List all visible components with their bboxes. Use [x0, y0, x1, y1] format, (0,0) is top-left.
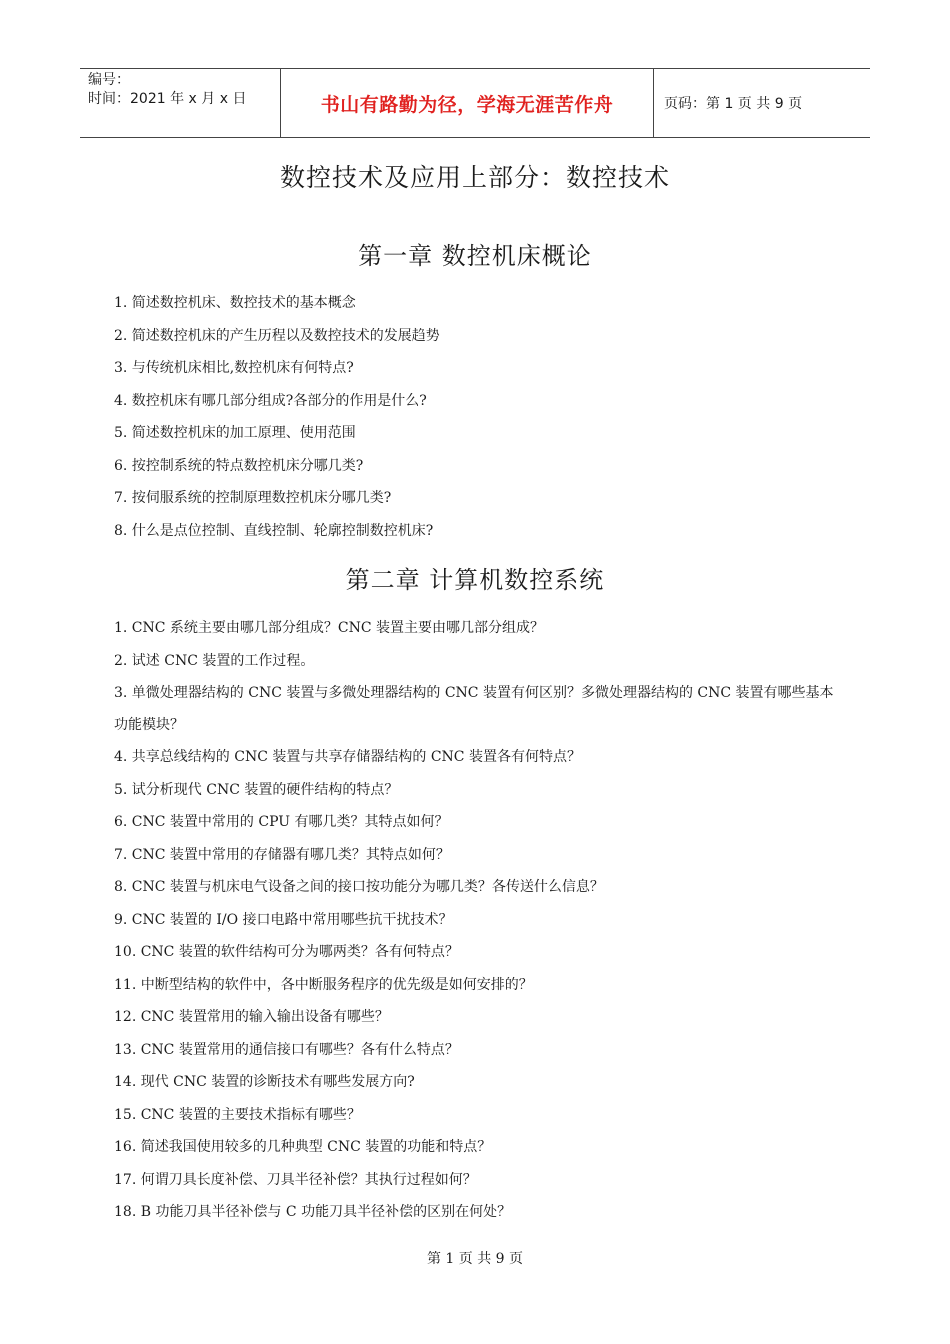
question-item: 14. 现代 CNC 装置的诊断技术有哪些发展方向? [114, 1074, 415, 1090]
chapter-2-question-list [114, 612, 844, 1229]
question-item: 1. CNC 系统主要由哪几部分组成？CNC 装置主要由哪几部分组成？ [114, 620, 545, 636]
question-item: 2. 试述 CNC 装置的工作过程。 [114, 652, 315, 669]
chapter-title: 第二章 计算机数控系统 [345, 566, 605, 594]
number-label: 编号： [88, 72, 130, 88]
question-item: 17. 何谓刀具长度补偿、刀具半径补偿？其执行过程如何？ [114, 1171, 477, 1188]
question-item: 12. CNC 装置常用的输入输出设备有哪些？ [114, 1009, 389, 1025]
question-item: 7. CNC 装置中常用的存储器有哪几类？其特点如何？ [114, 846, 450, 863]
question-item: 10. CNC 装置的软件结构可分为哪两类？各有何特点？ [114, 944, 459, 960]
question-item: 7. 按伺服系统的控制原理数控机床分哪几类? [114, 490, 392, 506]
chapter-1-question-list [114, 287, 844, 547]
header-meta [80, 69, 280, 137]
chapter-title: 第一章 数控机床概论 [358, 242, 592, 270]
question-item: 3. 与传统机床相比,数控机床有何特点? [114, 360, 354, 376]
time-label: 时间：2021 年 x 月 x 日 [88, 91, 247, 107]
question-item: 2. 简述数控机床的产生历程以及数控技术的发展趋势 [114, 327, 440, 344]
question-item: 6. CNC 装置中常用的 CPU 有哪几类？其特点如何？ [114, 814, 449, 830]
question-item: 9. CNC 装置的 I/O 接口电路中常用哪些抗干扰技术？ [114, 911, 453, 928]
motto-text: 书山有路勤为径，学海无涯苦作舟 [320, 93, 614, 116]
header-page-cell [654, 69, 870, 137]
header-motto-cell [280, 69, 654, 137]
question-item: 13. CNC 装置常用的通信接口有哪些？各有什么特点？ [114, 1041, 459, 1058]
question-item: 6. 按控制系统的特点数控机床分哪几类? [114, 457, 364, 474]
page-footer: 第 1 页 共 9 页 [426, 1251, 524, 1267]
question-item: 15. CNC 装置的主要技术指标有哪些？ [114, 1106, 361, 1123]
question-item: 4. 共享总线结构的 CNC 装置与共享存储器结构的 CNC 装置各有何特点？ [114, 749, 581, 765]
document-title: 数控技术及应用上部分：数控技术 [279, 163, 670, 192]
question-item: 8. 什么是点位控制、直线控制、轮廓控制数控机床? [114, 522, 434, 539]
question-item: 16. 简述我国使用较多的几种典型 CNC 装置的功能和特点？ [114, 1139, 492, 1155]
question-item: 18. B 功能刀具半径补偿与 C 功能刀具半径补偿的区别在何处？ [114, 1204, 512, 1220]
page-label: 页码：第 1 页 共 9 页 [664, 96, 803, 112]
question-item: 3. 单微处理器结构的 CNC 装置与多微处理器结构的 CNC 装置有何区别？多微处理器结构的 CNC 装置有哪些基本功能模块？ [114, 685, 834, 733]
page-header [80, 68, 870, 138]
question-item: 1. 简述数控机床、数控技术的基本概念 [114, 295, 356, 311]
question-item: 8. CNC 装置与机床电气设备之间的接口按功能分为哪几类？各传送什么信息？ [114, 879, 604, 895]
question-item: 5. 试分析现代 CNC 装置的硬件结构的特点？ [114, 781, 399, 798]
question-item: 11. 中断型结构的软件中，各中断服务程序的优先级是如何安排的？ [114, 976, 533, 993]
question-item: 5. 简述数控机床的加工原理、使用范围 [114, 425, 356, 441]
question-item: 4. 数控机床有哪几部分组成?各部分的作用是什么? [114, 392, 427, 409]
